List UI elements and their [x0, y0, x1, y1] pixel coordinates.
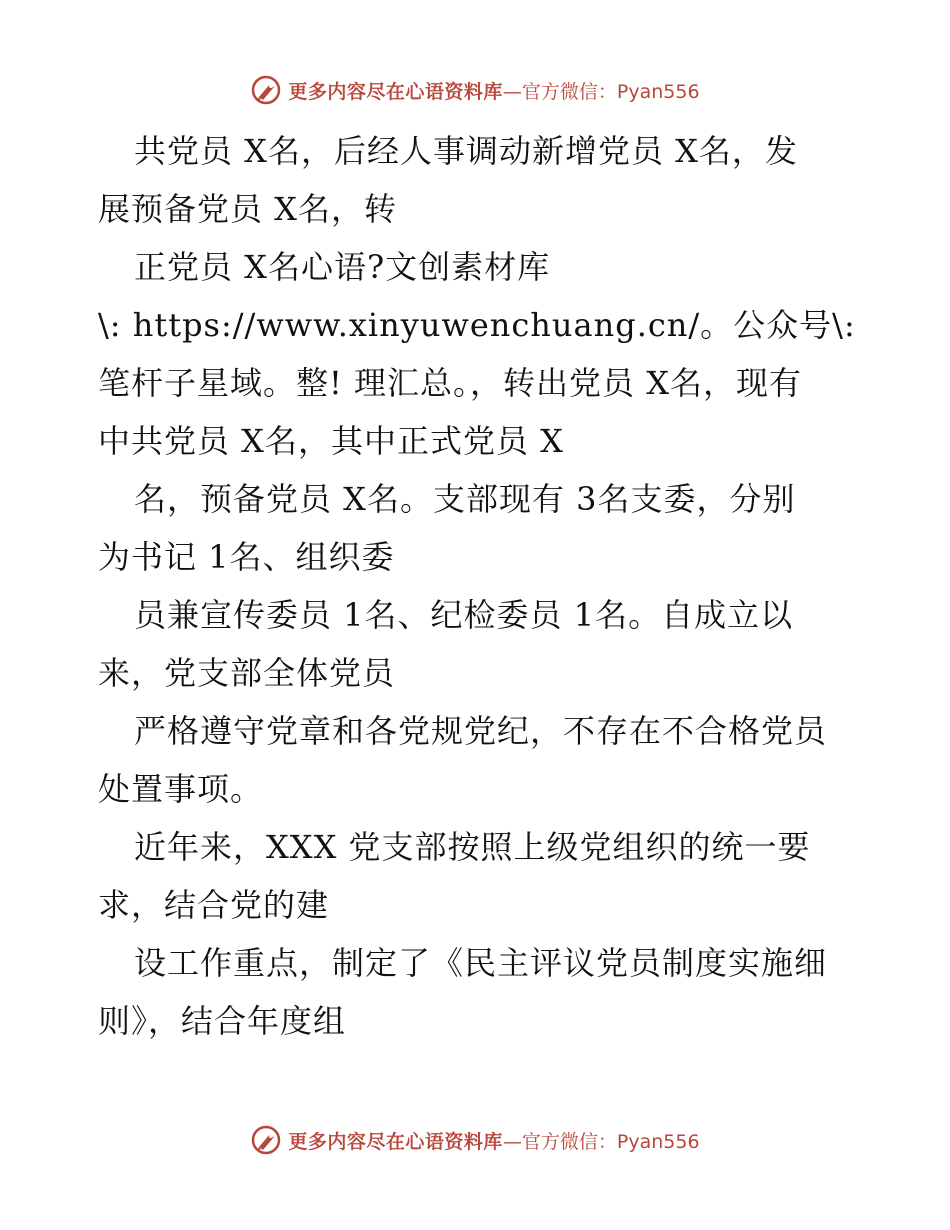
body-text [98, 122, 858, 1050]
body-line: 中共党员 X名，其中正式党员 X [98, 422, 564, 460]
pen-nib-logo-icon [250, 1124, 282, 1156]
body-line: 严格遵守党章和各党规党纪，不存在不合格党员 [134, 712, 828, 750]
body-line: 正党员 X名心语?文创素材库 [134, 248, 551, 286]
body-line: 共党员 X名，后经人事调动新增党员 X名，发 [134, 132, 798, 170]
footer-banner [0, 1120, 950, 1160]
body-line: 为书记 1名、组织委 [98, 538, 395, 576]
footer-banner-subtext: —官方微信：Pyan556 [502, 1130, 700, 1153]
body-line: 设工作重点，制定了《民主评议党员制度实施细 [134, 944, 828, 982]
pen-nib-logo-icon [250, 74, 282, 106]
header-banner [0, 70, 950, 110]
body-line: \: https://www.xinyuwenchuang.cn/。公众号\: [98, 306, 856, 344]
body-line: 处置事项。 [98, 770, 264, 808]
body-line: 近年来，XXX 党支部按照上级党组织的统一要 [134, 828, 811, 866]
header-banner-subtext: —官方微信：Pyan556 [502, 80, 700, 103]
body-line: 来，党支部全体党员 [98, 654, 396, 692]
body-line: 则》，结合年度组 [98, 1002, 347, 1040]
header-banner-text: 更多内容尽在心语资料库 [288, 80, 503, 103]
body-line: 求，结合党的建 [98, 886, 330, 924]
body-line: 展预备党员 X名，转 [98, 190, 397, 228]
body-line: 名，预备党员 X名。支部现有 3名支委，分别 [134, 480, 796, 518]
footer-banner-text: 更多内容尽在心语资料库 [288, 1130, 503, 1153]
body-line: 员兼宣传委员 1名、纪检委员 1名。自成立以 [134, 596, 794, 634]
body-line: 笔杆子星域。整! 理汇总。，转出党员 X名，现有 [98, 364, 802, 402]
